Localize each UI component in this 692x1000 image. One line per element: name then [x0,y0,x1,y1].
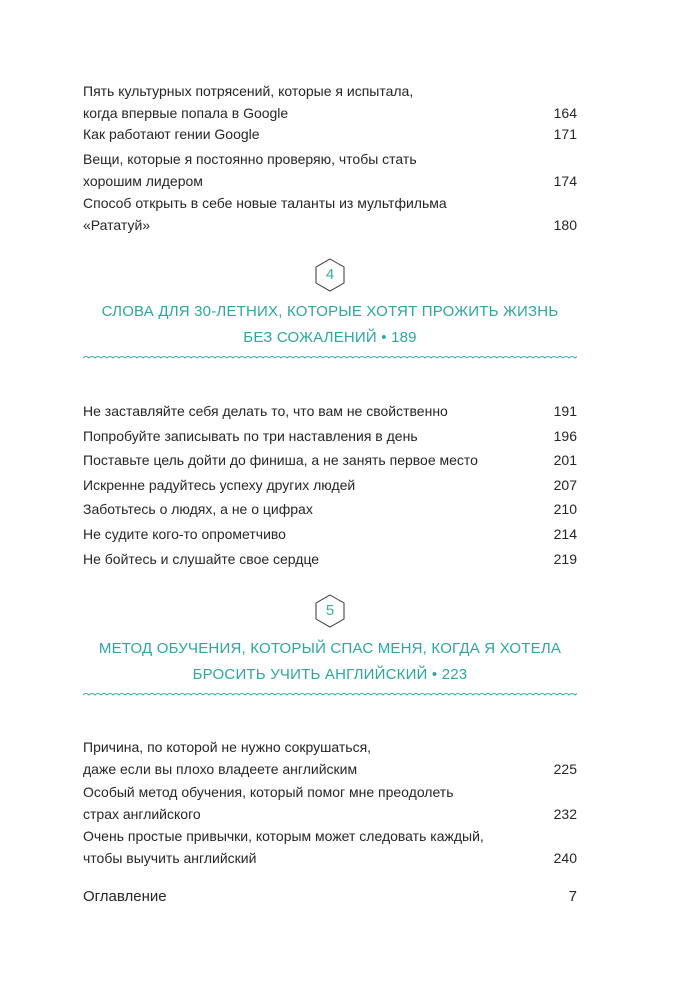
chapter-number-badge [314,258,346,292]
toc-entry-page: 240 [553,850,577,866]
wavy-divider [83,691,577,699]
toc-entry-title-line: Очень простые привычки, которым может следовать каждый, [83,828,484,844]
chapter-number-badge [314,594,346,628]
toc-entry-title [83,148,554,192]
toc-entry-title: Попробуйте записывать по три наставления в день [83,428,418,444]
toc-entry-title-line: Вещи, которые я постоянно проверяю, чтобы стать [83,151,417,167]
toc-entry-title [83,736,554,780]
chapter-number: 4 [325,266,335,283]
toc-entry[interactable] [83,425,577,447]
toc-page [83,0,577,1000]
toc-entry-title: Не судите кого-то опрометчиво [83,526,286,542]
toc-entry[interactable] [83,781,577,825]
chapter-title-line: БРОСИТЬ УЧИТЬ АНГЛИЙСКИЙ • 223 [192,666,468,683]
toc-entry-title: Поставьте цель дойти до финиша, а не занять первое место [83,452,478,468]
wavy-divider [83,354,577,362]
toc-entry-title-line: хорошим лидером [83,173,203,189]
toc-entry-title-line: Причина, по которой не нужно сокрушаться, [83,739,372,755]
toc-entry[interactable] [83,80,577,124]
toc-entry-title-line: Пять культурных потрясений, которые я испытала, [83,83,414,99]
toc-entry-title [83,80,554,124]
toc-entry-title-line: страх английского [83,806,201,822]
toc-entry-title [83,825,554,869]
toc-entry[interactable] [83,449,577,471]
toc-entry-title: Не бойтесь и слушайте свое сердце [83,551,320,567]
toc-entry-title-line: Как работают гении Google [83,126,260,142]
chapter-number: 5 [325,602,335,619]
toc-entry[interactable] [83,548,577,570]
toc-entry[interactable] [83,498,577,520]
toc-entry[interactable] [83,736,577,780]
toc-entry-title-line: когда впервые попала в Google [83,105,289,121]
toc-entry-page: 201 [553,452,577,468]
toc-entry[interactable] [83,523,577,545]
toc-entry-title: Заботьтесь о людях, а не о цифрах [83,501,313,517]
toc-entry-title-line: Особый метод обучения, который помог мне преодолеть [83,784,454,800]
toc-entry-page: 225 [553,761,577,777]
toc-entry-title [83,781,554,825]
toc-entry-title-line: чтобы выучить английский [83,850,257,866]
toc-entry-page: 232 [553,806,577,822]
page-footer [83,886,577,908]
toc-entry-page: 174 [553,173,577,189]
toc-entry-title-line: «Рататуй» [83,217,151,233]
toc-entry-title [83,123,554,145]
toc-entry-page: 191 [553,403,577,419]
footer-label: Оглавление [83,888,167,905]
toc-entry[interactable] [83,148,577,192]
toc-entry-title [83,192,554,236]
page-number: 7 [568,888,577,905]
toc-entry-title-line: даже если вы плохо владеете английским [83,761,358,777]
toc-entry-title: Не заставляйте себя делать то, что вам не свойственно [83,403,448,419]
toc-entry-page: 207 [553,477,577,493]
toc-entry-page: 210 [553,501,577,517]
toc-entry-page: 219 [553,551,577,567]
toc-entry-page: 171 [553,126,577,142]
toc-entry-page: 196 [553,428,577,444]
chapter-title[interactable] [63,636,597,688]
toc-entry-page: 214 [553,526,577,542]
toc-entry-page: 180 [553,217,577,233]
toc-entry[interactable] [83,825,577,869]
toc-entry-title: Искренне радуйтесь успеху других людей [83,477,356,493]
toc-entry-page: 164 [553,105,577,121]
toc-entry[interactable] [83,400,577,422]
toc-entry[interactable] [83,192,577,236]
chapter-title-line: МЕТОД ОБУЧЕНИЯ, КОТОРЫЙ СПАС МЕНЯ, КОГДА Я ХОТЕЛА [98,640,562,657]
toc-entry-title-line: Способ открыть в себе новые таланты из мультфильма [83,195,447,211]
toc-entry[interactable] [83,123,577,145]
chapter-title-line: СЛОВА ДЛЯ 30-ЛЕТНИХ, КОТОРЫЕ ХОТЯТ ПРОЖИТЬ ЖИЗНЬ [101,303,559,320]
chapter-title[interactable] [63,299,597,351]
chapter-title-line: БЕЗ СОЖАЛЕНИЙ • 189 [243,329,417,346]
toc-entry[interactable] [83,474,577,496]
